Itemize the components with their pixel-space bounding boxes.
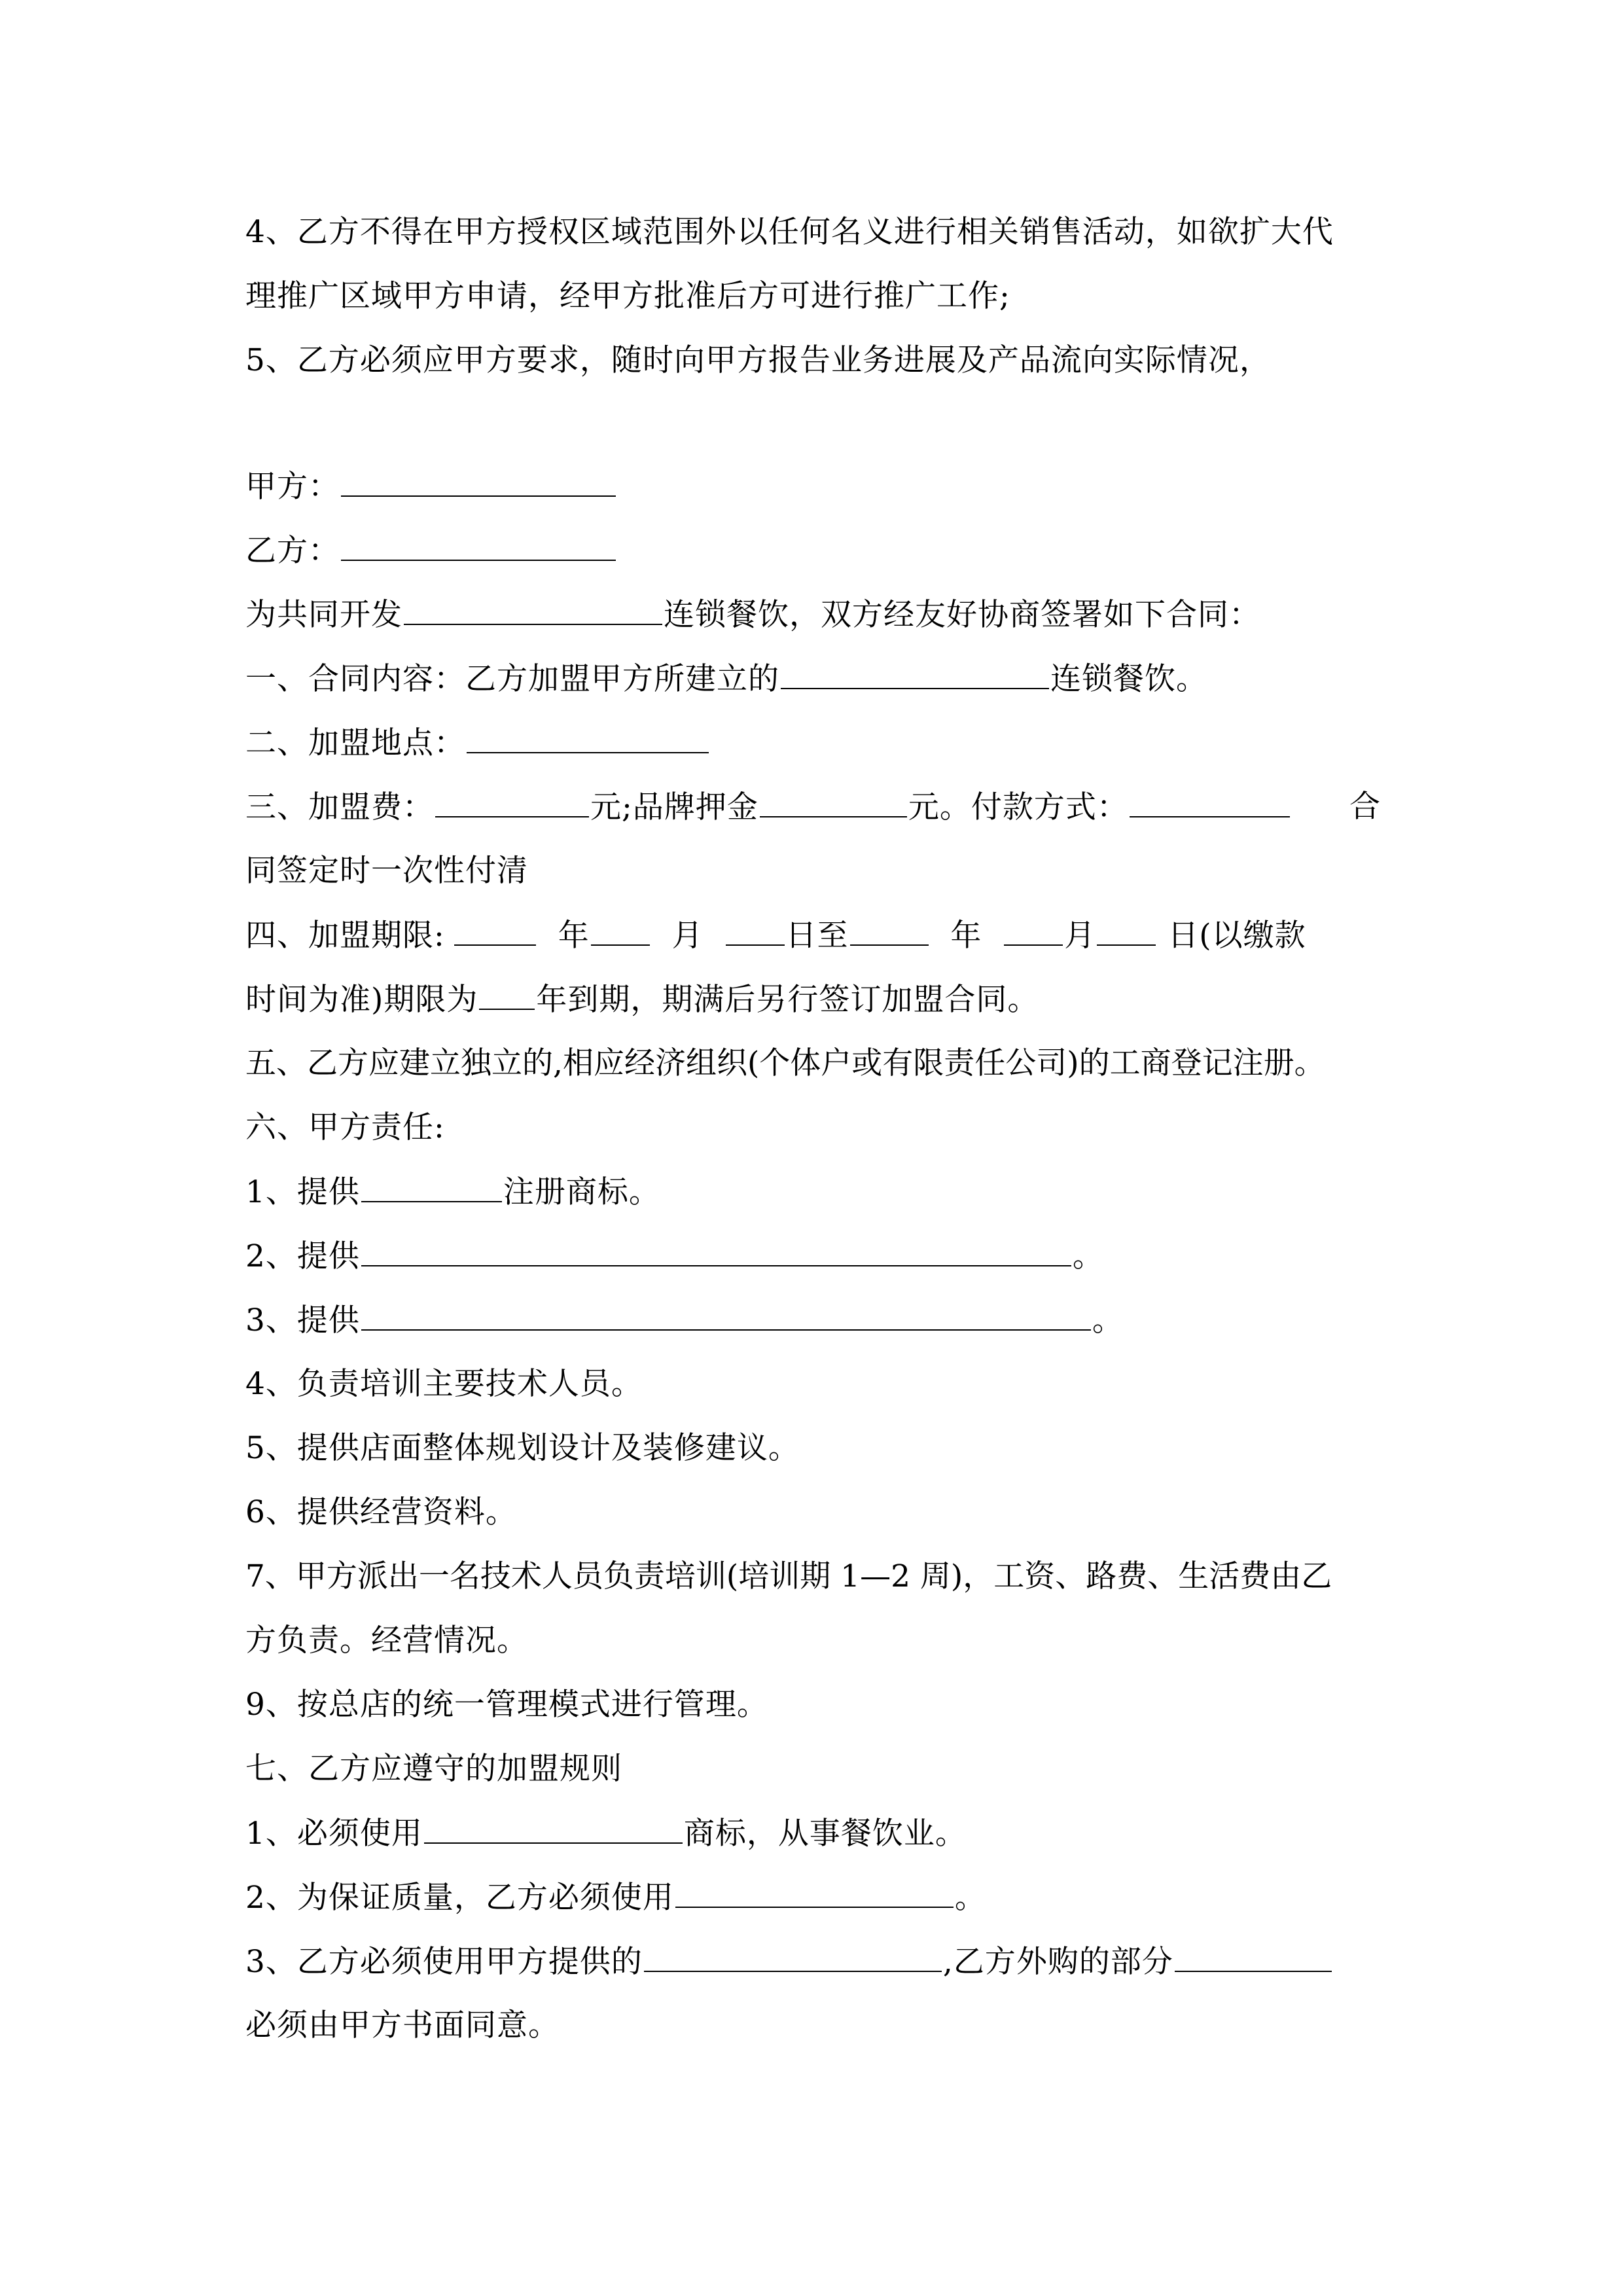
section-4-text-f: 月	[1064, 918, 1096, 954]
section-3-text-d: 合	[1349, 789, 1381, 825]
party-b-label: 乙方：	[245, 533, 340, 569]
item-3-blank[interactable]	[361, 1300, 1091, 1331]
item-1-text-a: 1、提供	[245, 1174, 360, 1210]
section-2-text: 二、加盟地点：	[245, 725, 465, 761]
payment-blank[interactable]	[1130, 787, 1290, 817]
start-year-blank[interactable]	[454, 916, 536, 946]
intro-text-b: 连锁餐饮，双方经友好协商签署如下合同：	[664, 597, 1260, 633]
section-6-item-9: 9、按总店的统一管理模式进行管理。	[245, 1687, 768, 1723]
item-2-blank[interactable]	[361, 1236, 1071, 1266]
start-day-blank[interactable]	[726, 916, 785, 946]
intro-text-a: 为共同开发	[245, 597, 402, 633]
end-day-blank[interactable]	[1097, 916, 1156, 946]
item-1-text-b: 注册商标。	[503, 1174, 660, 1210]
party-a-label: 甲方：	[245, 469, 340, 505]
section-6-item-7-line-2: 方负责。经营情况。	[245, 1623, 528, 1659]
section-1-blank[interactable]	[781, 659, 1049, 689]
section-4-text-b: 年	[558, 918, 590, 954]
intro-blank[interactable]	[404, 595, 662, 625]
party-b-blank[interactable]	[341, 531, 616, 561]
section-6-heading: 六、甲方责任:	[245, 1109, 445, 1145]
section-1-text-a: 一、合同内容：乙方加盟甲方所建立的	[245, 661, 779, 697]
section-3-line-1	[245, 787, 1381, 827]
section-6-item-1	[245, 1172, 1381, 1212]
section-4-text-c: 月	[671, 918, 704, 954]
rule-1-blank[interactable]	[424, 1814, 683, 1844]
party-a-blank[interactable]	[341, 467, 616, 497]
item-3-text-a: 3、提供	[245, 1302, 360, 1338]
section-6-item-2	[245, 1236, 1381, 1276]
party-a-line	[245, 467, 1381, 507]
section-1-text-b: 连锁餐饮。	[1050, 661, 1207, 697]
section-4-text-g: 日(以缴款	[1168, 918, 1306, 954]
clause-5-line: 5、乙方必须应甲方要求，随时向甲方报告业务进展及产品流向实际情况，	[245, 342, 1271, 378]
clause-4-line-1: 4、乙方不得在甲方授权区域范围外以任何名义进行相关销售活动，如欲扩大代	[245, 214, 1334, 250]
party-b-line	[245, 531, 1381, 571]
end-month-blank[interactable]	[1004, 916, 1063, 946]
section-2-blank[interactable]	[467, 723, 709, 753]
fee-blank[interactable]	[435, 787, 589, 817]
intro-line	[245, 595, 1381, 635]
section-7-heading: 七、乙方应遵守的加盟规则	[245, 1751, 622, 1787]
section-6-item-3	[245, 1300, 1381, 1340]
section-6-item-6: 6、提供经营资料。	[245, 1494, 517, 1530]
deposit-blank[interactable]	[760, 787, 907, 817]
section-7-item-3-line-2: 必须由甲方书面同意。	[245, 2007, 560, 2043]
section-4-text-e: 年	[950, 918, 982, 954]
section-4-text-a: 四、加盟期限:	[245, 918, 445, 954]
section-7-item-1	[245, 1814, 1381, 1854]
rule-3-text-a: 3、乙方必须使用甲方提供的	[245, 1944, 643, 1980]
rule-2-text-b: 。	[954, 1880, 986, 1916]
section-1-line	[245, 659, 1381, 699]
rule-3-blank-b[interactable]	[1175, 1942, 1332, 1972]
item-2-text-a: 2、提供	[245, 1238, 360, 1274]
section-4-text-d: 日至	[785, 918, 849, 954]
item-1-blank[interactable]	[361, 1172, 502, 1202]
item-2-text-b: 。	[1072, 1238, 1104, 1274]
section-4-text-2b: 年到期，期满后另行签订加盟合同。	[536, 982, 1039, 1018]
term-years-blank[interactable]	[479, 980, 535, 1010]
section-6-item-5: 5、提供店面整体规划设计及装修建议。	[245, 1430, 800, 1466]
start-month-blank[interactable]	[591, 916, 650, 946]
section-5-line: 五、乙方应建立独立的,相应经济组织(个体户或有限责任公司)的工商登记注册。	[245, 1045, 1325, 1081]
section-6-item-4: 4、负责培训主要技术人员。	[245, 1366, 643, 1402]
rule-1-text-b: 商标，从事餐饮业。	[683, 1816, 967, 1852]
section-4-line-2	[245, 980, 1381, 1020]
section-2-line	[245, 723, 1381, 763]
item-3-text-b: 。	[1092, 1302, 1124, 1338]
section-3-line-2: 同签定时一次性付清	[245, 853, 528, 889]
section-4-text-2a: 时间为准)期限为	[245, 982, 478, 1018]
section-7-item-3-line-1	[245, 1942, 1381, 1982]
section-3-text-b: 元;品牌押金	[590, 789, 758, 825]
rule-3-text-b: ,乙方外购的部分	[942, 1944, 1173, 1980]
end-year-blank[interactable]	[850, 916, 929, 946]
rule-3-blank-a[interactable]	[644, 1942, 942, 1972]
rule-1-text-a: 1、必须使用	[245, 1816, 423, 1852]
section-6-item-7-line-1: 7、甲方派出一名技术人员负责培训(培训期 1—2 周)，工资、路费、生活费由乙	[245, 1558, 1332, 1594]
section-7-item-2	[245, 1878, 1381, 1918]
rule-2-text-a: 2、为保证质量，乙方必须使用	[245, 1880, 674, 1916]
section-4-line-1	[245, 916, 1381, 956]
section-3-text-a: 三、加盟费：	[245, 789, 434, 825]
clause-4-line-2: 理推广区域甲方申请，经甲方批准后方可进行推广工作;	[245, 278, 1010, 314]
section-3-text-c: 元。付款方式：	[908, 789, 1128, 825]
rule-2-blank[interactable]	[675, 1878, 954, 1908]
